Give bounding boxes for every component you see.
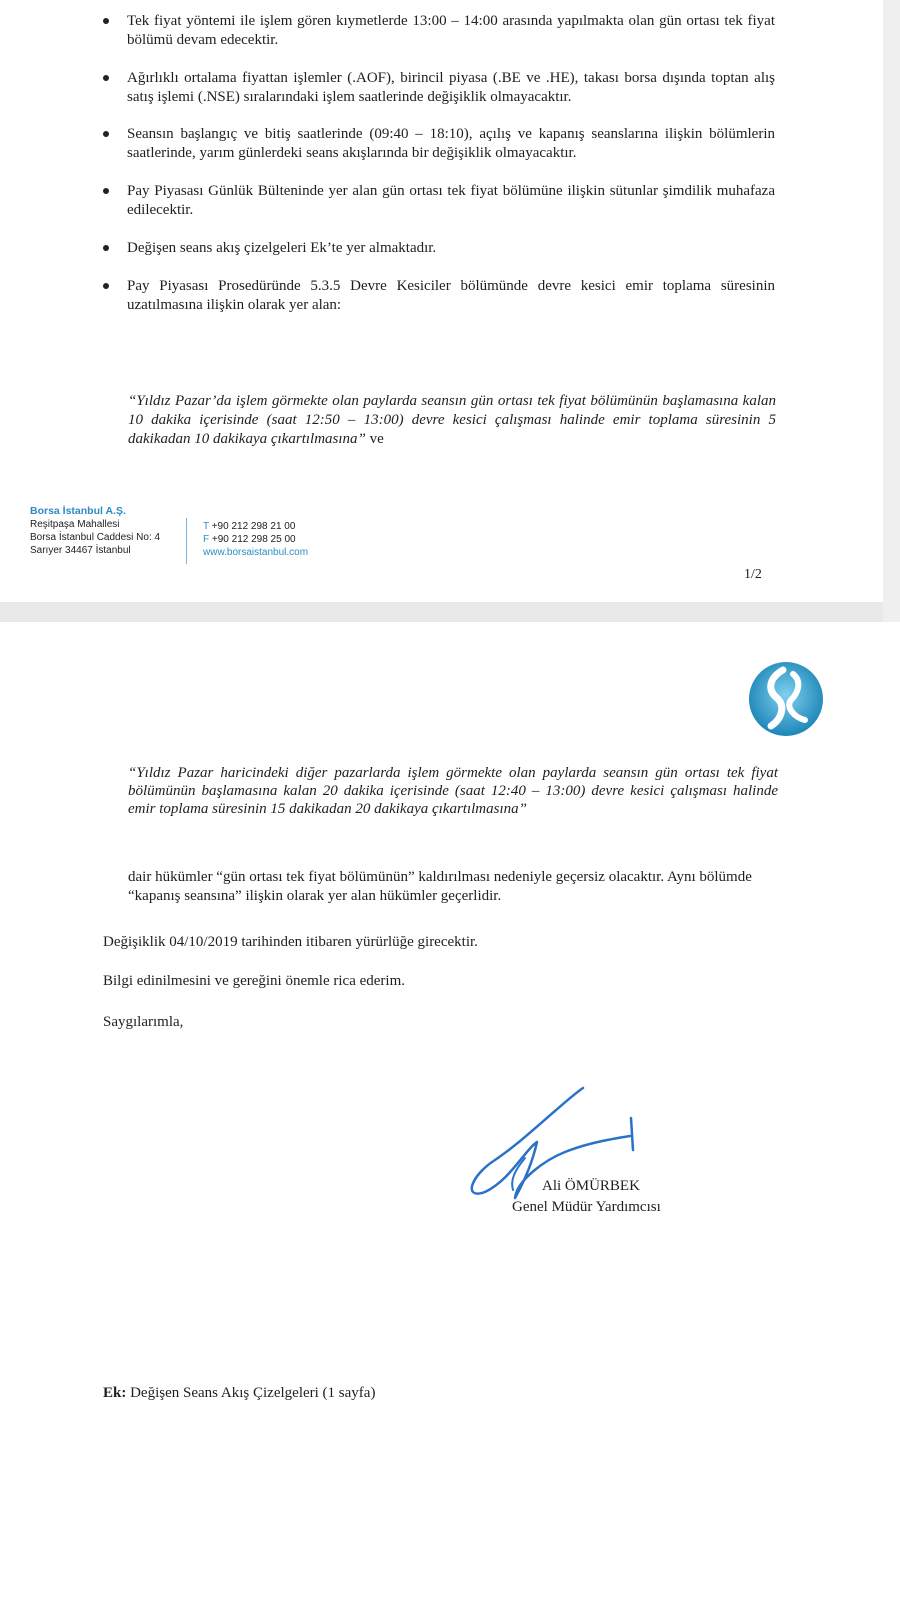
footer-address-line: Sarıyer 34467 İstanbul [30,545,131,556]
document-page-1 [0,0,883,602]
quote-tail: ve [369,431,384,447]
footer-address-line: Reşitpaşa Mahallesi [30,519,120,530]
footer-fax: F +90 212 298 25 00 [203,534,296,545]
list-item: Tek fiyat yöntemi ile işlem gören kıymetlerde 13:00 – 14:00 arasında yapılmakta olan gün ortası tek fiyat bölümü devam edecektir. [103,12,775,50]
borsa-istanbul-logo-icon [747,660,825,738]
list-item: Değişen seans akış çizelgeleri Ek’te yer almaktadır. [103,239,775,258]
footer-address [30,505,160,557]
list-item: Pay Piyasası Prosedüründe 5.3.5 Devre Kesiciler bölümünde devre kesici emir toplama süresinin uzatılmasına ilişkin olarak yer alan: [103,277,775,315]
footer-address-line: Borsa İstanbul Caddesi No: 4 [30,532,161,543]
list-item: Pay Piyasası Günlük Bülteninde yer alan gün ortası tek fiyat bölümüne ilişkin sütunlar şimdilik muhafaza edilecektir. [103,182,775,220]
paragraph-effective-date: Değişiklik 04/10/2019 tarihinden itibaren yürürlüğe girecektir. [103,934,478,950]
bullet-icon [103,18,109,24]
bullet-icon [103,188,109,194]
closing-salutation: Saygılarımla, [103,1014,184,1030]
bullet-list [103,12,775,334]
footer-url[interactable]: www.borsaistanbul.com [203,547,309,558]
list-item: Seansın başlangıç ve bitiş saatlerinde (09:40 – 18:10), açılış ve kapanış seanslarına ilişkin bölümlerin saatlerinde, yarım günlerdeki seans akışlarında bir değişiklik olmayacaktır. [103,125,775,163]
bullet-icon [103,245,109,251]
footer-contact [203,520,308,559]
page-number: 1/2 [744,567,762,582]
attachment-note [103,1385,375,1402]
signer-name: Ali ÖMÜRBEK [542,1178,640,1194]
bullet-icon [103,283,109,289]
list-item: Ağırlıklı ortalama fiyattan işlemler (.AOF), birincil piyasa (.BE ve .HE), takası borsa dışında toptan alış satış işlemi (.NSE) sıralarındaki işlem saatlerinde değişiklik olmayacaktır. [103,69,775,107]
bullet-icon [103,75,109,81]
footer-divider [186,518,187,564]
paragraph-request: Bilgi edinilmesini ve gereğini önemle rica ederim. [103,973,405,989]
signer-title: Genel Müdür Yardımcısı [512,1199,661,1215]
quoted-provision-1: “Yıldız Pazar’da işlem görmekte olan paylarda seansın gün ortası tek fiyat bölümünün başlamasına kalan 10 dakika içerisinde (saat 12:50 – 13:00) devre kesici çalışması halinde emir toplama süresinin 5 dakikadan 10 dakikaya çıkartılmasına” ve [128,393,776,447]
attachment-label: Ek: [103,1385,127,1401]
bullet-icon [103,131,109,137]
attachment-text: Değişen Seans Akış Çizelgeleri (1 sayfa) [130,1385,376,1401]
footer-company: Borsa İstanbul A.Ş. [30,505,126,517]
footer-phone: T +90 212 298 21 00 [203,521,296,532]
paragraph-invalid-provisions: dair hükümler “gün ortası tek fiyat bölümünün” kaldırılması nedeniyle geçersiz olacaktır. Aynı bölümde “kapanış seansına” ilişkin olarak yer alan hükümler geçerlidir. [128,869,752,904]
quoted-provision-2: “Yıldız Pazar haricindeki diğer pazarlarda işlem görmekte olan paylarda seansın gün ortası tek fiyat bölümünün başlamasına kalan 20 dakika içerisinde (saat 12:40 – 13:00) devre kesici çalışması halinde emir toplama süresinin 15 dakikadan 20 dakikaya çıkartılmasına” [128,765,778,817]
page-edge [883,0,900,622]
